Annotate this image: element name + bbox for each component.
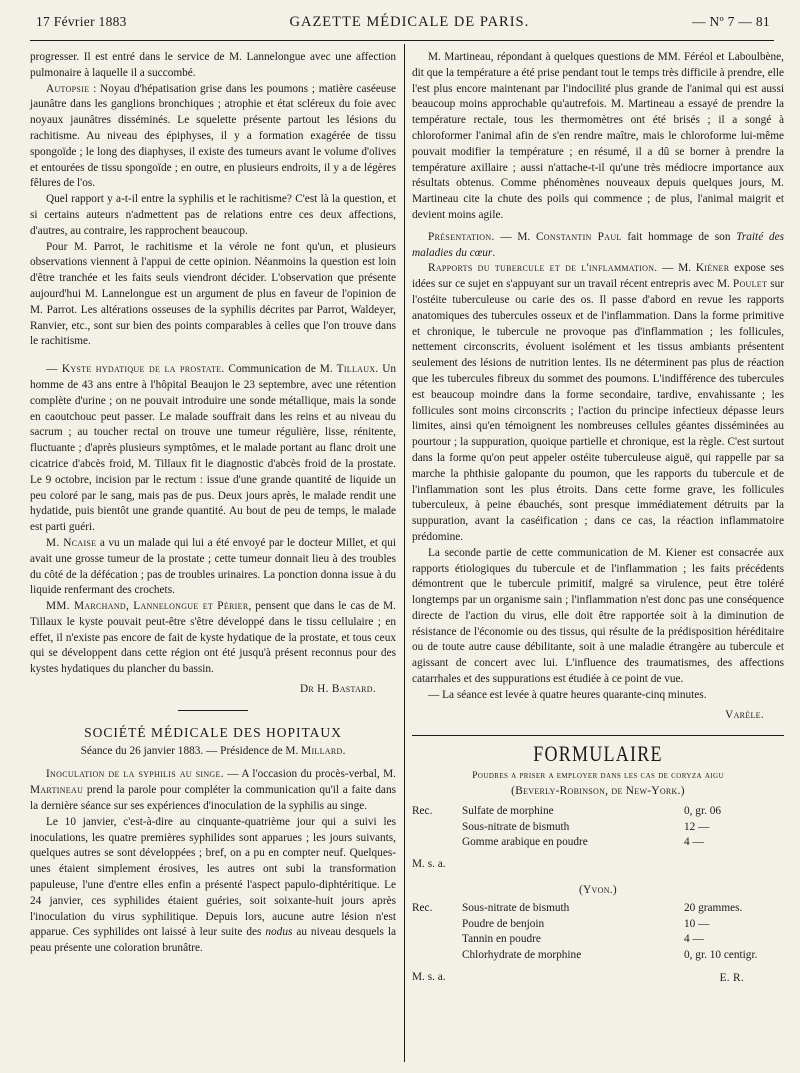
formula-heading: Poudres a priser a employer dans les cas de coryza aigu xyxy=(472,770,724,782)
rx-line: Gomme arabique en poudre 4 — xyxy=(462,836,704,849)
rx-line: Chlorhydrate de morphine 0, gr. 10 centigr. xyxy=(462,949,758,962)
paragraph-inoculation: Inoculation de la syphilis au singe. — A l'occasion du procès-verbal, M. Martineau prend la parole pour compléter la communication qu'il a faite dans la dernière séance sur ses expériences d'inoculation de la syphilis au singe. xyxy=(30,768,396,813)
paragraph-seconde-partie: La seconde partie de cette communication de M. Kiener est consacrée aux rapports étiologiques du tubercule et de l'inflammation ; les faits précédents démontrent que le tubercule primitif, malgré sa virulence, peut être toléré longtemps par un organisme sain ; l'inflammation n'est donc pas une conséquence directe de l'action du virus, elle doit être rapportée soit à la diminution de résistance de l'économie ou des tissus, qui résulte de la prédisposition héréditaire ou de toute autre cause débilitante, soit à une maladie étrangère au tubercule et agissant de concert avec lui. L'influence des traumatismes, des affections catarrhales et des suppurations est étudiée à ce point de vue. xyxy=(412,546,784,686)
paragraph-rapport: Quel rapport y a-t-il entre la syphilis et le rachitisme? C'est là la question, et si certains auteurs n'admettent pas de relations entre ces deux affections, d'autres, au contraire, les rapprochent beaucoup. xyxy=(30,193,396,237)
session-line: Séance du 26 janvier 1883. — Présidence de M. Millard. xyxy=(80,744,346,757)
signature-bastard: Dr H. Bastard. xyxy=(299,683,376,696)
journal-title: GAZETTE MÉDICALE DE PARIS. xyxy=(289,14,530,30)
rx-line: Rec. Sous-nitrate de bismuth 20 grammes. xyxy=(412,901,743,914)
rx-line: Rec. Sulfate de morphine 0, gr. 06 xyxy=(412,804,722,817)
paragraph-martineau: M. Martineau, répondant à quelques questions de MM. Féréol et Laboulbène, dit que la température a été prise pendant tout le temps très difficile à prendre, elle l'est plus encore maintenant par l'indocilité plus grande de l'animal qui est aussi beaucoup moins approchable qu'autrefois. M. Martineau a essayé de prendre la température rectale, tous les thermomètres ont été brisés ; il a songé à chloroformer l'animal afin de s'en rendre maître, mais le chloroforme lui-même pouvait modifier la température ; en résumé, il a dû se borner à prendre la température axillaire ; aussi n'attache-t-il qu'une très médiocre importance aux résultats obtenus. Comme phénomènes nouveaux depuis quelques jours, M. Martineau cite la chute des poils qui commence ; de plus, l'animal maigrit et devient moins agile. xyxy=(412,51,784,221)
running-head xyxy=(36,14,770,40)
inoculation-lead: Inoculation de la syphilis au singe. xyxy=(46,768,224,781)
paragraph-seance-levee: — La séance est levée à quatre heures quarante-cinq minutes. xyxy=(428,688,707,701)
rx-line: Tannin en poudre 4 — xyxy=(462,933,704,946)
prescription-1 xyxy=(412,804,784,873)
column-rule xyxy=(404,44,405,1062)
rx-misce: M. s. a. xyxy=(412,858,446,871)
paragraph-presentation: Présentation. — M. Constantin Paul fait hommage de son Traité des maladies du cœur. xyxy=(412,230,785,259)
paragraph-autopsie: Autopsie : Noyau d'hépatisation grise dans les poumons ; matière caséeuse jaunâtre dans les ganglions bronchiques ; atrophie et état scléreux du foie avec noyaux jaunâtres disséminés. Le squelette présente partout les lésions du rachitisme. Au niveau des épiphyses, il y a formation exagérée de tissu spongoïde ; le long des diaphyses, il existe des tumeurs avant le volume d'olives et entourées de tissu spongoïde ; en outre, en plusieurs endroits, il y a de légères fêlures de l'os. xyxy=(30,82,396,190)
autopsie-lead: Autopsie xyxy=(46,82,90,95)
formulaire-section xyxy=(412,735,784,986)
issue-date: 17 Février 1883 xyxy=(36,14,127,29)
section-separator xyxy=(178,710,248,711)
formula-author-yvon: (Yvon.) xyxy=(579,884,617,897)
header-rule xyxy=(30,40,774,41)
paragraph-tubercule: Rapports du tubercule et de l'inflammation. — M. Kiéner expose ses idées sur ce sujet en s'appuyant sur un travail récent entrepris avec M. Poulet sur l'ostéite tuberculeuse ou carie des os. Il passe d'abord en revue les rapports anatomiques des tubercules osseux et de l'inflammation. Dans la forme primitive et chronique, le tubercule ne provoque pas d'inflammation ; les follicules, nettement circonscrits, évoluent isolément et les tissus ambiants présentent seulement des lésions de nutrition lentes. Ils ne déterminent pas plus de réaction que les tubercules fibreux du sommet des poumons. L'indifférence des tubercules est beaucoup moindre dans la forme secondaire, tardive, envahissante ; les follicules sont moins circonscrits ; l'action du principe infectieux dépasse leurs limites, ainsi qu'en témoignent les nombreuses cellules géantes disséminées au pourtour ; la suppuration, quoique partielle et chronique, est la règle. C'est surtout dans la forme qu'on peut appeler ostéite tuberculeuse aiguë, qui rappelle par sa marche la phthisie galopante du poumon, que les rapports du tubercule et de l'inflammation sont les plus étroits. Dans cette forme grave, les follicules tuberculeux, à peine ébauchés, sont presque immédiatement détruits par la suppuration, avant la caséification ; dans ce cas, la réaction inflammatoire prédomine. xyxy=(412,262,785,543)
right-column xyxy=(412,50,784,987)
page-number: — Nº 7 — 81 xyxy=(692,14,770,29)
society-title: SOCIÉTÉ MÉDICALE DES HOPITAUX xyxy=(84,724,342,740)
paragraph-kyste: — Kyste hydatique de la prostate. Communication de M. Tillaux. Un homme de 43 ans entre à l'hôpital Beaujon le 23 septembre, avec une rétention complète d'urine ; on ne pouvait introduire une sonde métallique, mais la sonde en caoutchouc peut passer. Le malade souffrait dans les reins et au niveau du sacrum ; au toucher rectal on trouve une tumeur régulière, lisse, rénitente, fluctuante ; d'après plusieurs symptômes, et le malade portant au flanc droit une cicatrice d'abcès froid, M. Tillaux fit le diagnostic d'abcès froid de la prostate. Le 9 octobre, incision par le rectum : issue d'une grande quantité de liquide un peu coloré par le sang, mais pas de pus. Deux jours après, le malade rendit une hydatide, puis bientôt une grande quantité. Au bout de peu de temps, le malade est parti guéri. xyxy=(30,363,396,534)
paragraph-marchand: MM. Marchand, Lannelongue et Périer, pensent que dans le cas de M. Tillaux le kyste pouvait peut-être s'être développé dans le tissu cellulaire ; en effet, il n'existe pas encore de fait de kyste hydatique de la prostate, et tous ceux qui se développent dans cette région ont été jusqu'à présent reconnus pour des kystes hydatiques du plancher du bassin. xyxy=(30,600,397,676)
paragraph-janvier: Le 10 janvier, c'est-à-dire au cinquante-quatrième jour qui a suivi les inoculations, les quatre premières syphilides sont apparues ; les jours suivants, quelques autres se sont développées ; bref, on a pu en compter neuf. Quelques-unes étaient simplement érosives, les autres ont subi la transformation papuleuse, l'une d'entre elles enfin a présenté l'aspect papulo-diphtéritique. Le 24 janvier, ces syphilides étaient guéries, soit soixante-huit jours après l'inoculation du virus syphilitique. Depuis lors, aucune autre lésion n'est apparue. Ces syphilides ont laissé à leur suite des nodus au niveau desquels la peau présente une coloration brunâtre. xyxy=(30,815,396,955)
formula-initials: E. R. xyxy=(719,971,744,984)
kyste-lead: — Kyste hydatique de la prostate. xyxy=(46,363,225,376)
formula-author: (Beverly-Robinson, de New-York.) xyxy=(511,785,685,798)
rx-line: Sous-nitrate de bismuth 12 — xyxy=(462,820,710,833)
left-column xyxy=(30,50,396,957)
formulaire-title: FORMULAIRE xyxy=(533,741,663,767)
prescription-2 xyxy=(412,901,784,987)
signature-varele: Varèle. xyxy=(725,708,764,721)
rx-line: Poudre de benjoin 10 — xyxy=(462,917,710,930)
paragraph-nicaise: M. Ncaise a vu un malade qui lui a été envoyé par le docteur Millet, et qui avait une grosse tumeur de la prostate ; cette tumeur donnait lieu à des troubles du côté de la défécation ; pas de troubles urinaires. La ponction donna issue à du liquide renfermant des crochets. xyxy=(30,536,396,597)
paragraph-parrot: Pour M. Parrot, le rachitisme et la vérole ne font qu'un, et plusieurs observations viennent à l'appui de cette opinion. Néanmoins la question est loin d'être tranchée et les faits seuls viendront décider. L'observation que présente aujourd'hui M. Lannelongue est un argument de plus en faveur de l'opinion de M. Parrot. Les altérations osseuses de la syphilis décrites par Parrot, Waldeyer, Ranvier, etc., sont sur bien des points comparables à celles que l'on trouve dans le rachitisme. xyxy=(30,240,396,348)
paragraph-continuation: progresser. Il est entré dans le service de M. Lannelongue avec une affection pulmonaire à laquelle il a succombé. xyxy=(30,51,396,79)
rx-misce: M. s. a. xyxy=(412,971,446,984)
